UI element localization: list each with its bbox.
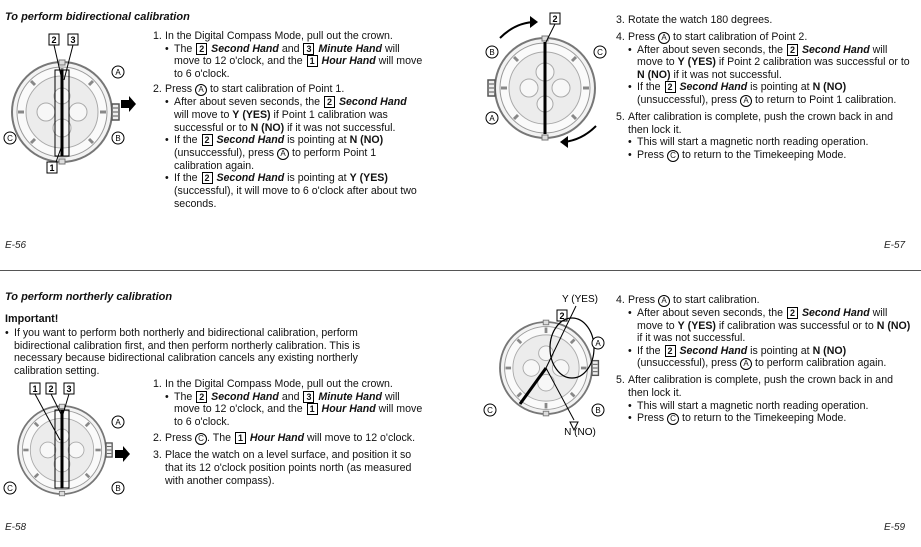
watch-diagram-bidirectional [0,30,140,180]
button-a-label: A [489,114,495,123]
step-5-bullet-2: • Press C to return to the Timekeeping Mode. [628,149,912,162]
steps-northerly-1 [153,378,428,490]
important-note: • If you want to perform both northerly and bidirectional calibration, perform bidirectional calibration first, and then perform northerly calibration. This is necessary because bidirectional calibration cancels any existing northerly calibration setting. [5,327,390,377]
button-c-label: C [487,406,493,415]
button-a-label: A [595,339,601,348]
button-c-label: C [597,48,603,57]
button-c-label: C [7,484,13,493]
step-2-bullet-1: • After about seven seconds, the 2 Second Hand will move to Y (YES) if Point 1 calibration was successful or to N (NO) if it was not successful. [165,96,423,134]
section-heading-bidirectional: To perform bidirectional calibration [5,11,190,23]
step-1: 1. In the Digital Compass Mode, pull out the crown. • The 2 Second Hand and 3 Minute Hand will move to 12 o'clock, and the 1 Hour Hand will move to 6 o'clock. [153,30,423,80]
no-position-label: N (NO) [564,427,596,438]
button-b-label: B [595,406,601,415]
step-1-bullet: • The 2 Second Hand and 3 Minute Hand will move to 12 o'clock, and the 1 Hour Hand will move to 6 o'clock. [165,391,428,429]
step-4-bullet-2: • If the 2 Second Hand is pointing at N (NO) (unsuccessful), press A to return to Point 1 calibration. [628,81,912,107]
page-number-e59: E-59 [884,522,906,533]
button-b-label: B [489,48,495,57]
steps-bidirectional-1 [153,30,423,213]
step-5: 5. After calibration is complete, push the crown back in and then lock it. • This will start a magnetic north reading operation. • Press C to return to the Timekeeping Mode. [616,374,912,425]
hand-label-3: 3 [70,35,76,45]
button-a-icon: A [658,32,670,44]
step-2-bullet-3: • If the 2 Second Hand is pointing at Y (YES) (successful), it will move to 6 o'clock after about two seconds. [165,172,423,210]
hand-label-3: 3 [66,384,72,394]
section-heading-northerly: To perform northerly calibration [5,291,173,303]
steps-northerly-2 [616,294,912,428]
hand-label-2: 2 [552,14,558,24]
watch-diagram-north [480,290,620,440]
button-a-label: A [115,68,121,77]
hand-label-2: 2 [48,384,54,394]
button-c-icon: C [667,150,679,162]
step-5-bullet-2: • Press C to return to the Timekeeping Mode. [628,412,912,425]
step-1: 1. In the Digital Compass Mode, pull out the crown. • The 2 Second Hand and 3 Minute Hand will move to 12 o'clock, and the 1 Hour Hand will move to 6 o'clock. [153,378,428,428]
step-3: 3. Place the watch on a level surface, and position it so that its 12 o'clock position points north (as measured with another compass). [153,449,412,487]
step-5-bullet-1: • This will start a magnetic north reading operation. [628,136,912,149]
step-4: 4. Press A to start calibration. • After about seven seconds, the 2 Second Hand will move to Y (YES) if calibration was successful or to N (NO) if it was not successful. • If the 2 Second Hand is pointing at N (NO) (unsuccessful), press A to perform calibration again. [616,294,912,370]
step-3: 3. Rotate the watch 180 degrees. [616,14,773,26]
page-divider [0,270,921,271]
steps-bidirectional-2 [616,14,912,165]
button-c-icon: C [195,433,207,445]
important-label: Important! [5,313,59,325]
step-5-bullet-1: • This will start a magnetic north reading operation. [628,400,912,413]
button-b-label: B [115,484,121,493]
page-number-e57: E-57 [884,240,906,251]
button-a-label: A [115,418,121,427]
watch-diagram-rotate [478,8,618,148]
page-number-e56: E-56 [5,240,27,251]
crown-pull-arrow-icon [121,96,136,112]
button-b-label: B [115,134,121,143]
step-4-bullet-2: • If the 2 Second Hand is pointing at N (NO) (unsuccessful), press A to perform calibration again. [628,345,912,371]
step-5: 5. After calibration is complete, push the crown back in and then lock it. • This will start a magnetic north reading operation. • Press C to return to the Timekeeping Mode. [616,111,912,162]
hand-label-1: 1 [49,163,55,173]
crown-pull-arrow-icon [115,446,130,462]
button-c-icon: C [667,413,679,425]
step-1-bullet: • The 2 Second Hand and 3 Minute Hand will move to 12 o'clock, and the 1 Hour Hand will move to 6 o'clock. [165,43,423,81]
step-4-bullet-1: • After about seven seconds, the 2 Second Hand will move to Y (YES) if Point 2 calibration was successful or to N (NO) if it was not successful. [628,44,912,82]
button-a-icon: A [195,84,207,96]
rotate-arrow-bottom-icon [560,136,568,148]
hand-label-1: 1 [32,384,38,394]
step-2: 2. Press C . The 1 Hour Hand will move to 12 o'clock. [153,432,416,445]
step-4: 4. Press A to start calibration of Point 2. • After about seven seconds, the 2 Second Hand will move to Y (YES) if Point 2 calibration was successful or to N (NO) if it was not successful. • If the 2 Second Hand is pointing at N (NO) (unsuccessful), press A to return to Point 1 calibration. [616,31,912,107]
page-number-e58: E-58 [5,522,27,533]
watch-diagram-northerly [0,380,140,500]
rotate-arrow-top-icon [530,16,538,28]
step-2: 2. Press A to start calibration of Point 1. • After about seven seconds, the 2 Second Hand will move to Y (YES) if Point 1 calibration was successful or to N (NO) if it was not successful. • If the 2 Second Hand is pointing at N (NO) (unsuccessful), press A to perform Point 1 calibration again. • If the 2 Second Hand is pointing at Y (YES) (successful), it will move to 6 o'clock after about two seconds. [153,83,423,210]
hand-label-2: 2 [51,35,57,45]
button-c-label: C [7,134,13,143]
step-4-bullet-1: • After about seven seconds, the 2 Second Hand will move to Y (YES) if calibration was successful or to N (NO) if it was not successful. [628,307,912,345]
step-2-bullet-2: • If the 2 Second Hand is pointing at N (NO) (unsuccessful), press A to perform Point 1 calibration again. [165,134,423,172]
button-a-icon: A [658,295,670,307]
yes-position-label: Y (YES) [562,294,598,305]
hand-label-2: 2 [559,311,565,321]
